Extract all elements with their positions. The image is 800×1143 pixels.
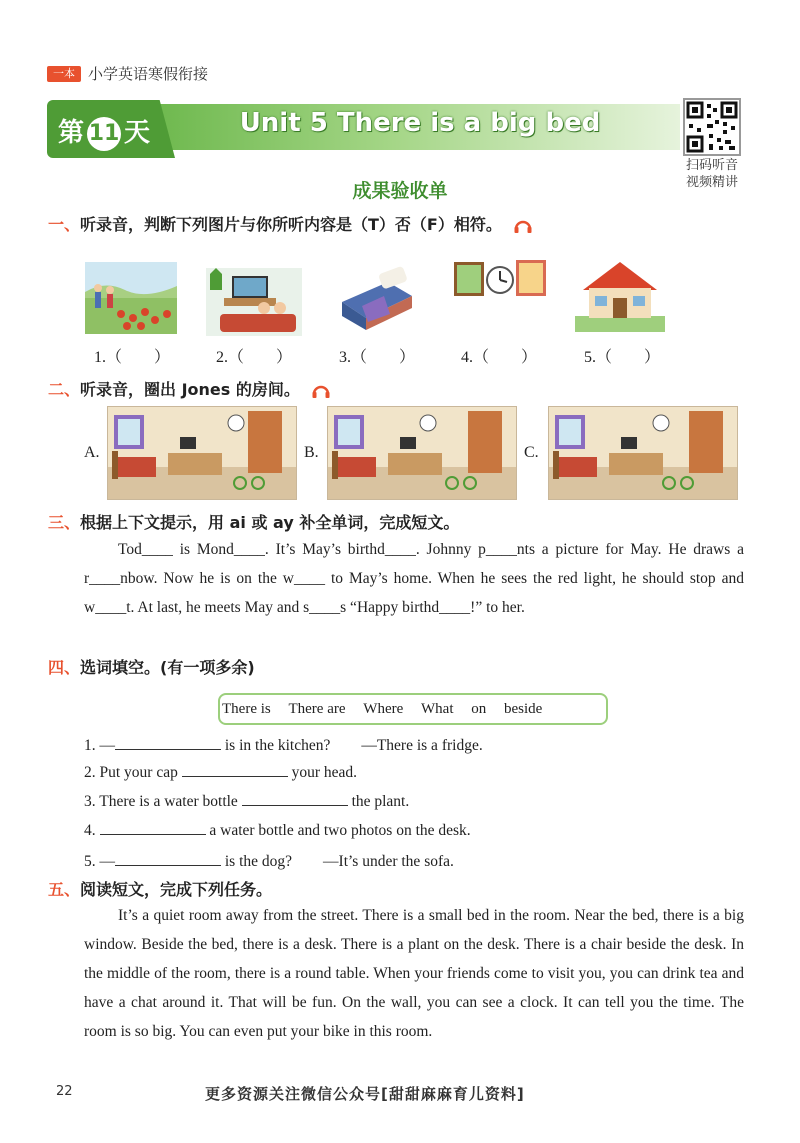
question-3 [84,791,409,811]
question-post: your head. [287,764,358,781]
section2-heading [48,377,331,400]
room-option-a[interactable] [107,406,297,500]
answer-blank[interactable] [115,735,221,750]
question-post: the plant. [347,793,410,810]
question-post: is the dog? —It’s under the sofa. [221,853,454,870]
answer-3[interactable]: 3.（ ） [339,349,416,366]
question-number: 4. [84,822,96,839]
option-b-label[interactable]: B. [304,444,319,461]
option-a-label[interactable]: A. [84,444,100,461]
question-pre: — [99,853,115,870]
answer-blank[interactable] [115,851,221,866]
answer-2[interactable]: 2.（ ） [216,349,293,366]
word-option: There is [222,701,271,717]
day-prefix: 第 [58,118,85,148]
house-icon [575,258,665,332]
question-post: a water bottle and two photos on the desk. [205,822,471,839]
word-option: What [421,701,454,717]
section3-passage: Tod____ is Mond____. It’s May’s birthd____. Johnny p____nts a picture for May. He draws a r____nbow. Now he is on the w____ to May’s home. When he sees the red light, he should stop and w____t. At last, he meets May and s____s “Happy birthd____!” to her. [84,541,744,616]
room-option-b[interactable] [327,406,517,500]
word-bank [218,693,608,725]
room-option-c[interactable] [548,406,738,500]
garden-scene-icon [85,262,177,334]
qr-label-line1: 扫码听音 [685,158,738,173]
section4-heading [48,655,255,678]
section1-heading [48,212,533,235]
headphone-icon[interactable] [311,383,331,399]
question-number: 2. [84,764,96,781]
word-option: on [471,701,487,717]
answer-blank[interactable] [242,791,348,806]
unit-title: Unit 5 There is a big bed [239,108,601,138]
section5-number: 五、 [48,880,81,899]
answer-4[interactable]: 4.（ ） [461,349,538,366]
word-option: Where [363,701,404,717]
question-post: is in the kitchen? —There is a fridge. [221,737,483,754]
footer-note: 更多资源关注微信公众号[甜甜麻麻育儿资料] [205,1085,525,1103]
day-label [58,112,150,151]
living-room-tv-icon [206,268,302,336]
headphone-icon[interactable] [513,218,533,234]
section3-text: 根据上下文提示，用 ai 或 ay 补全单词，完成短文。 [80,513,460,532]
page-title: 成果验收单 [352,180,448,202]
question-pre: — [99,737,115,754]
page-number: 22 [56,1084,73,1099]
qr-label-line2: 视频精讲 [685,175,738,190]
word-option: beside [503,701,543,717]
section5-heading [48,877,272,900]
option-c-label[interactable]: C. [524,444,539,461]
series-title: 小学英语寒假衔接 [88,65,209,83]
section3-number: 三、 [48,513,81,532]
section1-number: 一、 [48,215,81,234]
question-number: 3. [84,793,96,810]
bed-icon [332,262,416,336]
section5-text: 阅读短文，完成下列任务。 [80,880,273,899]
day-suffix: 天 [124,118,151,148]
answer-blank[interactable] [182,762,288,777]
qr-code-icon[interactable] [683,98,741,156]
question-5 [84,849,454,871]
section3-heading [48,510,459,533]
question-4 [84,820,471,840]
question-number: 1. [84,737,96,754]
question-pre: There is a water bottle [99,793,242,810]
wall-picture-clock-icon [452,258,548,302]
answer-5[interactable]: 5.（ ） [584,349,661,366]
question-1 [84,733,483,755]
question-number: 5. [84,853,96,870]
answer-1[interactable]: 1.（ ） [94,349,171,366]
day-number: 11 [87,117,121,151]
section1-text: 听录音，判断下列图片与你所听内容是（T）否（F）相符。 [80,215,502,234]
brand-tag: 一本 [47,66,81,82]
section2-text: 听录音，圈出 Jones 的房间。 [80,380,300,399]
qr-label [672,157,752,191]
section5-passage: It’s a quiet room away from the street. There is a small bed in the room. Near the bed, there is a big window. Beside the bed, there is a desk. There is a plant on the desk. There is a chair beside the desk. In the middle of the room, there is a round table. When your friends come to visit you, you can drink tea and have a chat around it. That will be fun. On the wall, you can see a clock. It can tell you the time. The room is so big. You can even put your bike in this room. [84,907,744,1040]
section4-number: 四、 [48,658,81,677]
question-pre: Put your cap [99,764,182,781]
section2-number: 二、 [48,380,81,399]
question-2 [84,762,357,782]
answer-blank[interactable] [100,820,206,835]
section4-text: 选词填空。(有一项多余) [80,658,255,677]
word-option: There are [288,701,346,717]
